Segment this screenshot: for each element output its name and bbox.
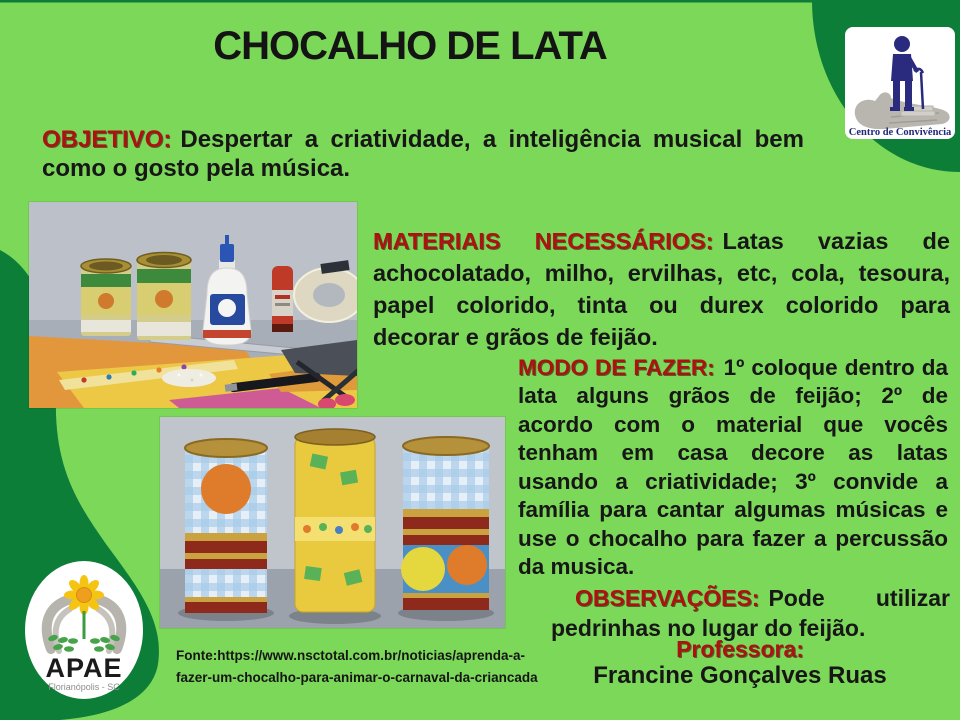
page-title: CHOCALHO DE LATA — [213, 24, 607, 68]
modo-text: 1º coloque dentro da lata alguns grãos de feijão; 2º de acordo com o material que vocês tenham em casa decore as latas usando a criatividade; 3º convide a família para cantar algumas músicas e use o chocalho para fazer a percussão da musica. — [518, 354, 948, 579]
empty-can-1 — [81, 259, 131, 336]
teacher-credit — [530, 636, 950, 689]
observacoes-heading: OBSERVAÇÕES: — [575, 585, 760, 611]
observacoes-text: Pode utilizar pedrinhas no lugar do feijão. — [551, 585, 950, 641]
decorated-cans-drawing — [160, 417, 505, 628]
person-with-cane-icon — [890, 36, 923, 111]
teacher-name: Francine Gonçalves Ruas — [593, 662, 887, 689]
teacher-heading: Professora: — [676, 636, 804, 662]
materials-photo — [29, 202, 357, 408]
apae-logo-drawing — [25, 561, 143, 699]
apae-location: Florianópolis - SC — [48, 682, 120, 692]
modo-heading: MODO DE FAZER: — [518, 354, 715, 380]
grain-pile — [162, 369, 216, 387]
apae-name: APAE — [45, 653, 123, 683]
source-credit-line2: fazer-um-chocalho-para-animar-o-carnaval-da-criancada — [176, 670, 538, 685]
materiais-heading: MATERIAIS NECESSÁRIOS: — [373, 227, 714, 254]
materiais-text: Latas vazias de achocolatado, milho, ervilhas, etc, cola, tesoura, papel colorido, tinta ou durex colorido para decorar e grãos de feijão. — [373, 227, 950, 350]
shaker-can-middle — [295, 429, 375, 612]
source-credit-line1: Fonte:https://www.nsctotal.com.br/noticias/aprenda-a- — [176, 648, 526, 663]
glue-stick — [272, 266, 293, 332]
centro-convivencia-logo — [845, 27, 955, 139]
materiais-paragraph — [373, 225, 950, 353]
empty-can-2 — [137, 253, 191, 341]
shaker-can-right — [401, 437, 489, 610]
centro-logo-drawing — [845, 27, 955, 139]
source-credit — [176, 645, 558, 689]
shaker-can-left — [185, 439, 267, 613]
objetivo-paragraph — [42, 125, 804, 183]
apae-logo — [25, 561, 143, 699]
observacoes-paragraph — [551, 583, 950, 643]
materials-photo-drawing — [29, 202, 357, 408]
modo-paragraph — [518, 354, 948, 582]
objetivo-text: Despertar a criatividade, a inteligência musical bem como o gosto pela música. — [42, 126, 804, 182]
flower-stem — [83, 611, 86, 639]
flower-icon — [64, 575, 104, 615]
objetivo-heading: OBJETIVO: — [42, 126, 172, 153]
decorated-cans-photo — [160, 417, 505, 628]
centro-label: Centro de Convivência — [848, 127, 952, 138]
